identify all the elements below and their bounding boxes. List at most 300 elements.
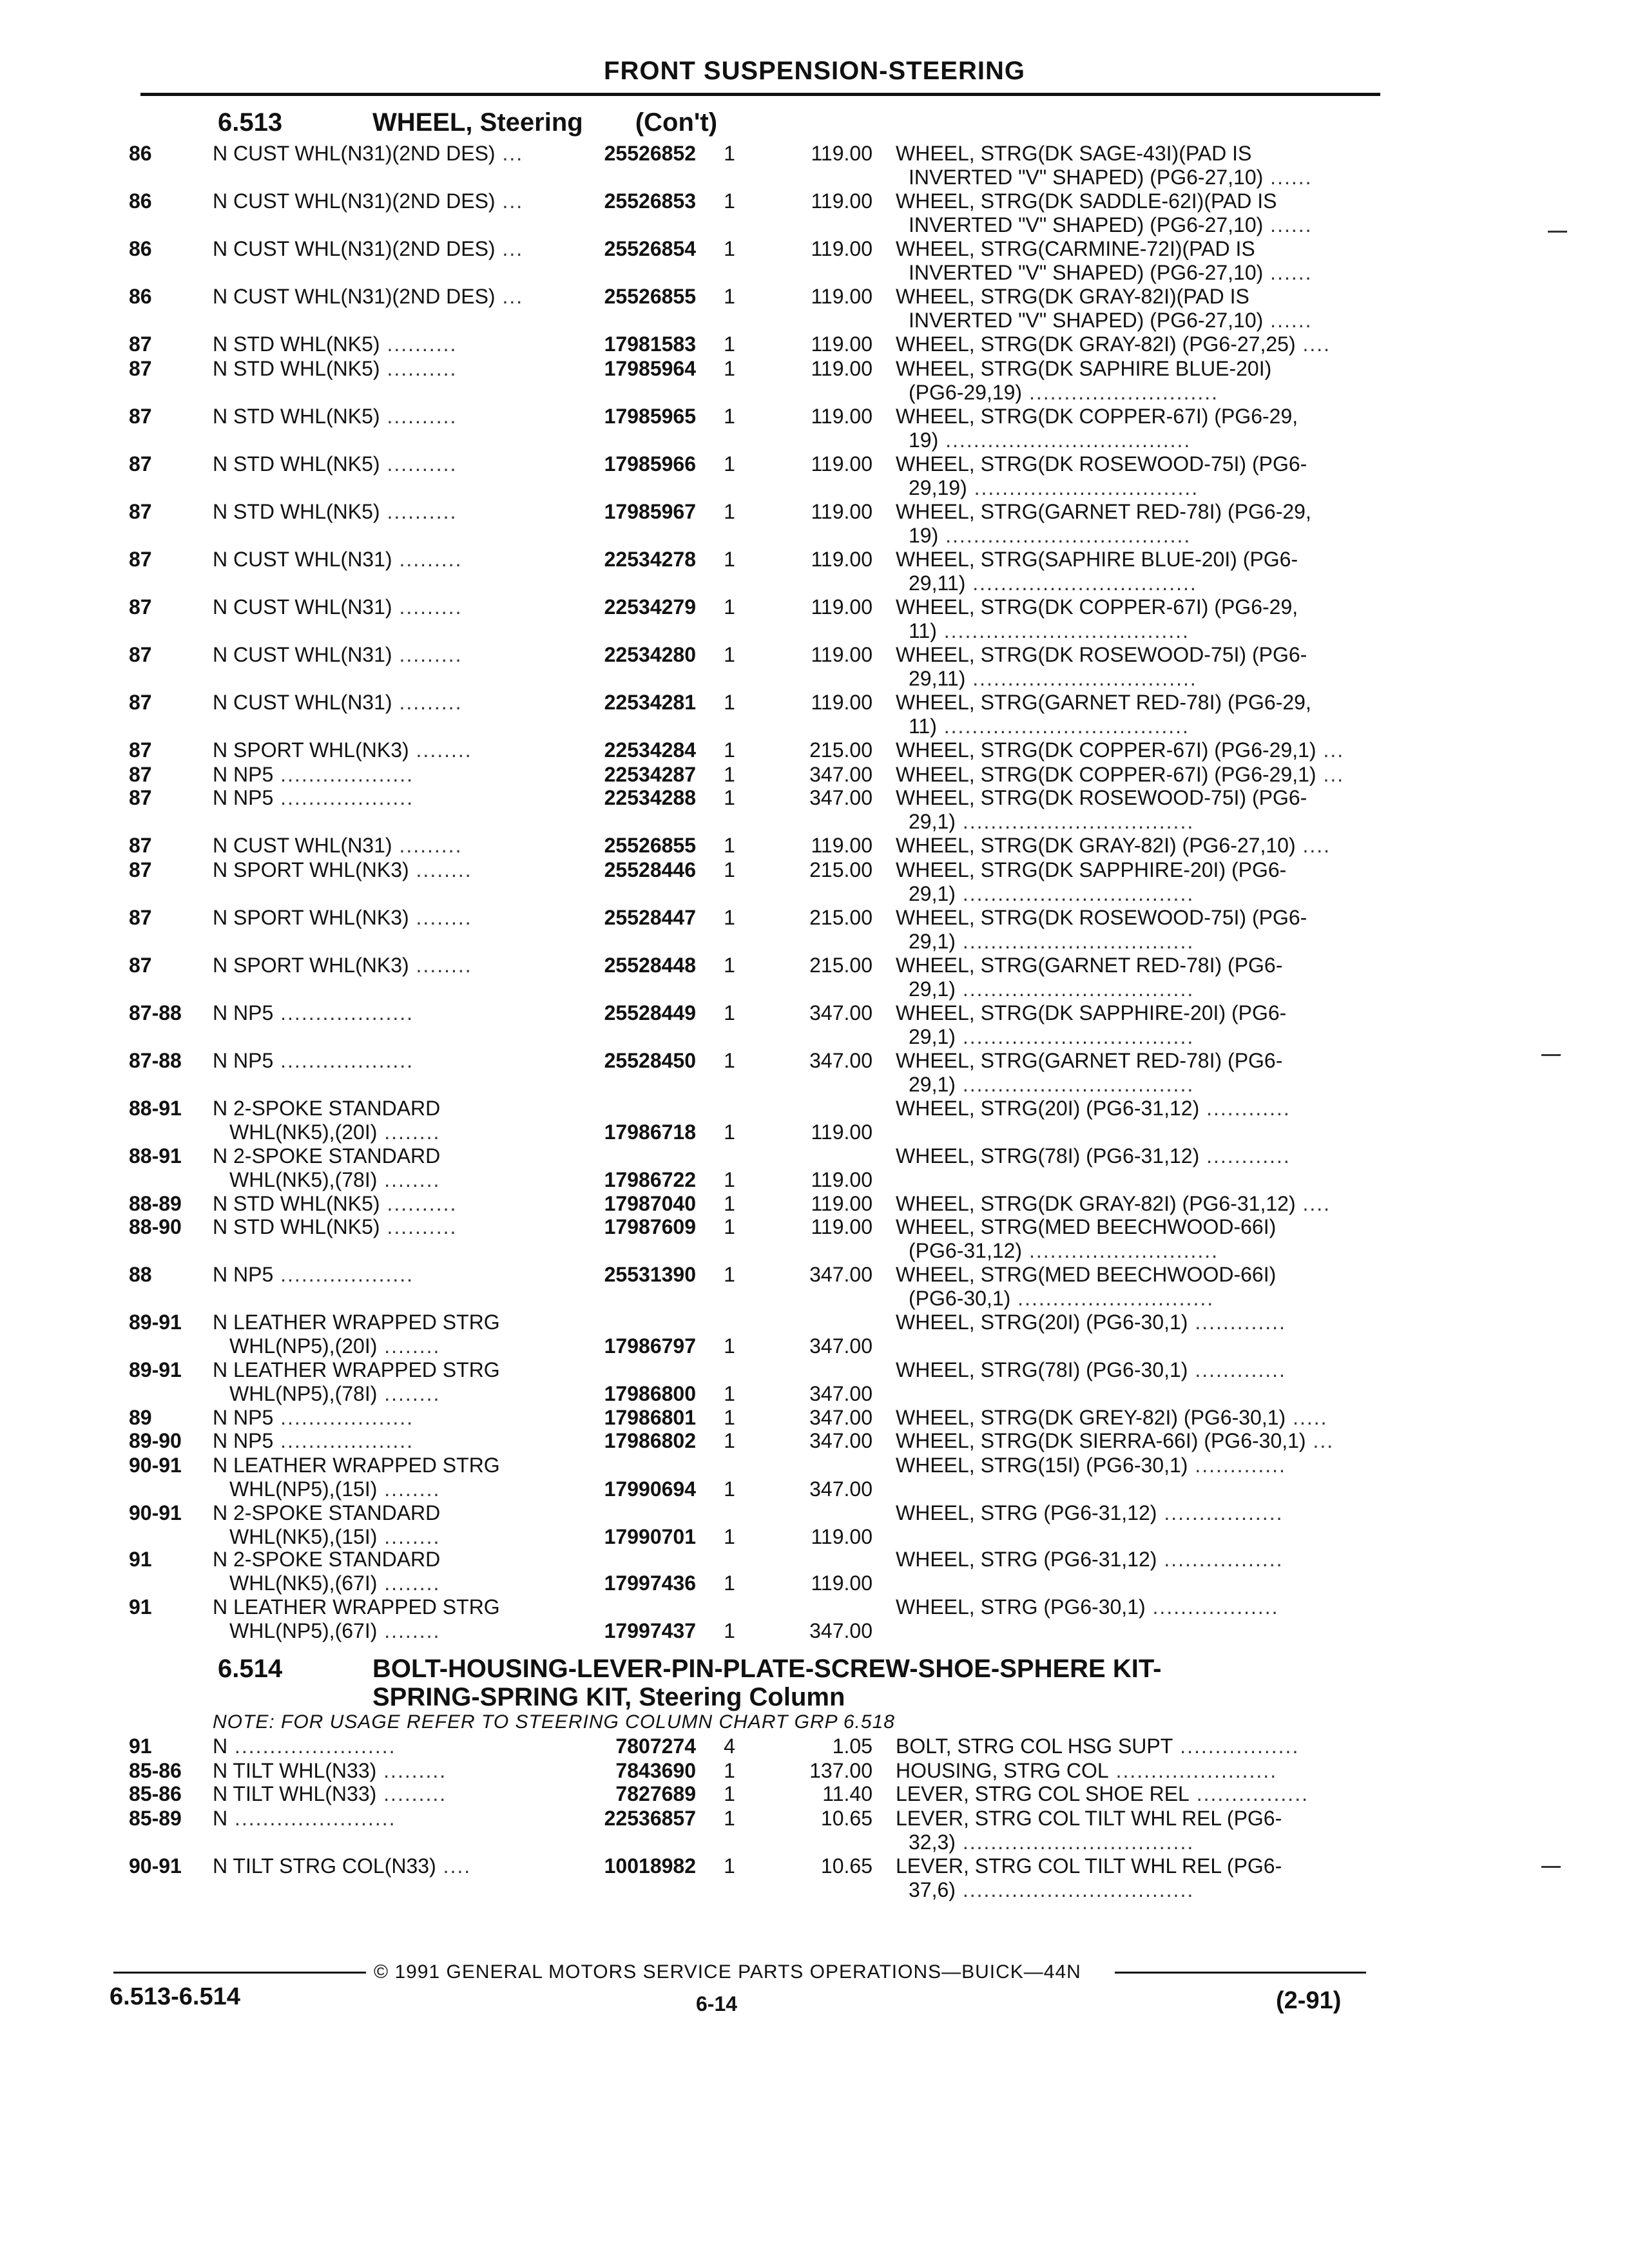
nomenclature-text: LEVER, STRG COL TILT WHL REL (PG6- (896, 1807, 1282, 1830)
description-line1 (213, 1782, 447, 1806)
year-range: 86 (129, 237, 152, 260)
leader-dots: .......... (380, 1215, 458, 1238)
nomenclature-text: WHEEL, STRG(SAPHIRE BLUE-20I) (PG6- (896, 548, 1298, 571)
price: 1.05 (832, 1735, 872, 1758)
part-description (213, 500, 457, 524)
price: 119.00 (811, 834, 872, 857)
nomenclature-line1 (896, 595, 1373, 619)
price: 119.00 (811, 142, 872, 165)
leader-dots: ....................... (227, 1807, 396, 1830)
nomenclature-text: WHEEL, STRG(DK COPPER-67I) (PG6-29, (896, 595, 1298, 619)
usage-note: NOTE: FOR USAGE REFER TO STEERING COLUMN CHART GRP 6.518 (213, 1711, 895, 1733)
nomenclature-text: WHEEL, STRG (PG6-31,12) (896, 1548, 1157, 1571)
nomenclature-line1 (896, 643, 1373, 667)
part-number: 22534279 (604, 595, 696, 619)
leader-dots: ................................. (955, 1831, 1195, 1854)
nomenclature-line1 (896, 1049, 1373, 1073)
quantity: 1 (724, 1406, 735, 1429)
nomenclature-text: 29,11) (909, 572, 966, 595)
price: 347.00 (809, 786, 872, 809)
nomenclature-line2 (896, 1454, 1373, 1477)
leader-dots: ................................. (955, 1073, 1195, 1096)
nomenclature-line1 (896, 357, 1373, 381)
leader-dots: ......... (392, 643, 463, 666)
description-line1 (213, 1263, 414, 1287)
part-description (213, 1311, 500, 1358)
description-text: N CUST WHL(N31) (213, 834, 392, 857)
year-range: 86 (129, 189, 152, 213)
price: 119.00 (811, 237, 872, 260)
footer-rule-left (113, 1972, 366, 1974)
price: 347.00 (809, 1382, 872, 1405)
nomenclature-line1 (896, 1807, 1373, 1831)
nomenclature-line1 (896, 405, 1373, 428)
part-description (213, 691, 462, 715)
nomenclature-text: WHEEL, STRG(DK ROSEWOOD-75I) (PG6- (896, 786, 1307, 809)
nomenclature-line2 (909, 619, 1373, 643)
quantity: 1 (724, 1525, 735, 1548)
table-row (0, 1854, 1629, 1902)
leader-dots: ...... (1263, 309, 1313, 332)
leader-dots: ................... (273, 786, 414, 809)
footer-rule-right (1115, 1972, 1366, 1974)
leader-dots: ................................. (955, 977, 1195, 1001)
nomenclature-text: 29,1) (909, 977, 956, 1001)
nomenclature-line2 (896, 1097, 1373, 1120)
nomenclature-line2 (909, 1878, 1373, 1902)
part-description (213, 643, 462, 667)
leader-dots: ................... (273, 1001, 414, 1024)
quantity: 1 (724, 1168, 735, 1191)
part-description (213, 1759, 447, 1783)
description-text: N NP5 (213, 1001, 274, 1024)
nomenclature (896, 1263, 1373, 1311)
table-row (0, 357, 1629, 405)
leader-dots: ..... (1286, 1406, 1328, 1429)
price: 119.00 (811, 548, 872, 571)
nomenclature (896, 1429, 1373, 1453)
table-row (0, 285, 1629, 332)
nomenclature (896, 1454, 1373, 1477)
description-text: N STD WHL(NK5) (213, 500, 380, 523)
quantity: 1 (724, 1120, 735, 1144)
leader-dots: ...... (1263, 213, 1313, 236)
leader-dots: ........ (377, 1168, 441, 1191)
quantity: 1 (724, 189, 735, 213)
nomenclature (896, 738, 1373, 762)
description-text: N CUST WHL(N31)(2ND DES) (213, 142, 496, 165)
part-description (213, 405, 457, 428)
year-range: 88-89 (129, 1192, 182, 1215)
part-number: 17990694 (604, 1477, 696, 1501)
nomenclature (896, 763, 1373, 787)
price: 119.00 (811, 1192, 872, 1215)
nomenclature-line1 (896, 1735, 1373, 1758)
description-line1 (213, 1595, 500, 1619)
nomenclature-text: BOLT, STRG COL HSG SUPT (896, 1735, 1173, 1758)
part-number: 17986797 (604, 1334, 696, 1358)
price: 215.00 (809, 738, 872, 762)
nomenclature (896, 452, 1373, 500)
description-line1 (213, 142, 523, 166)
nomenclature-text: WHEEL, STRG(DK SAGE-43I)(PAD IS (896, 142, 1252, 165)
year-range: 89 (129, 1406, 152, 1429)
part-description (213, 1782, 447, 1806)
section-title-line1: BOLT-HOUSING-LEVER-PIN-PLATE-SCREW-SHOE-SPHERE KIT- (372, 1655, 1162, 1683)
nomenclature-text: WHEEL, STRG(GARNET RED-78I) (PG6- (896, 1049, 1283, 1072)
table-row (0, 1454, 1629, 1501)
nomenclature-line1 (896, 954, 1373, 977)
nomenclature-text: WHEEL, STRG(DK SADDLE-62I)(PAD IS (896, 189, 1277, 213)
nomenclature (896, 357, 1373, 405)
table-row (0, 1144, 1629, 1192)
nomenclature (896, 1144, 1373, 1168)
nomenclature-text: WHEEL, STRG(DK GREY-82I) (PG6-30,1) (896, 1406, 1286, 1429)
leader-dots: ........ (377, 1477, 441, 1501)
leader-dots: ............................ (1010, 1287, 1215, 1310)
year-range: 89-91 (129, 1358, 182, 1381)
nomenclature-text: WHEEL, STRG(DK SAPPHIRE-20I) (PG6- (896, 1001, 1287, 1024)
nomenclature-text: WHEEL, STRG(DK SIERRA-66I) (PG6-30,1) (896, 1429, 1306, 1452)
part-description (213, 1097, 440, 1144)
description-line1 (213, 405, 457, 428)
description-line1 (213, 763, 414, 787)
price: 119.00 (811, 1168, 872, 1191)
nomenclature (896, 332, 1373, 356)
description-line2 (229, 1334, 500, 1358)
leader-dots: ................................... (936, 619, 1190, 642)
nomenclature-line1 (896, 1215, 1373, 1239)
quantity: 1 (724, 142, 735, 165)
description-line1 (213, 189, 523, 213)
margin-mark (1548, 231, 1567, 233)
nomenclature-line1 (896, 906, 1373, 930)
description-text: N LEATHER WRAPPED STRG (213, 1311, 500, 1334)
description-text: N NP5 (213, 1406, 274, 1429)
nomenclature-text: WHEEL, STRG(DK SAPHIRE BLUE-20I) (896, 357, 1272, 380)
quantity: 1 (724, 1334, 735, 1358)
nomenclature-text: 29,19) (909, 476, 967, 499)
description-text: N 2-SPOKE STANDARD (213, 1144, 441, 1168)
quantity: 1 (724, 1382, 735, 1405)
price: 10.65 (820, 1807, 872, 1830)
table-row (0, 858, 1629, 906)
header-rule (140, 93, 1380, 96)
leader-dots: .......... (380, 405, 458, 428)
leader-dots: ...... (1263, 166, 1313, 189)
description-line2 (229, 1571, 440, 1595)
part-description (213, 237, 523, 261)
leader-dots: ........................... (1022, 381, 1219, 404)
nomenclature-text: LEVER, STRG COL TILT WHL REL (PG6- (896, 1854, 1282, 1878)
description-text: WHL(NP5),(67I) (229, 1619, 378, 1642)
quantity: 1 (724, 500, 735, 523)
nomenclature-text: WHEEL, STRG(20I) (PG6-30,1) (896, 1311, 1188, 1334)
part-description (213, 1807, 396, 1831)
price: 347.00 (809, 1477, 872, 1501)
nomenclature-text: WHEEL, STRG(DK COPPER-67I) (PG6-29,1) (896, 738, 1316, 762)
leader-dots: ........ (409, 738, 472, 762)
part-description (213, 1144, 440, 1192)
year-range: 85-89 (129, 1807, 182, 1830)
part-number: 17987609 (604, 1215, 696, 1238)
price: 119.00 (811, 189, 872, 213)
description-line1 (213, 1049, 414, 1073)
part-number: 7807274 (615, 1735, 696, 1758)
quantity: 1 (724, 1049, 735, 1072)
quantity: 1 (724, 1192, 735, 1215)
year-range: 87 (129, 500, 152, 523)
description-text: N NP5 (213, 786, 274, 809)
description-line1 (213, 1454, 500, 1477)
part-description (213, 1501, 440, 1549)
quantity: 1 (724, 548, 735, 571)
nomenclature-text: WHEEL, STRG(78I) (PG6-31,12) (896, 1144, 1200, 1168)
leader-dots: .... (1295, 332, 1331, 356)
description-line1 (213, 738, 472, 762)
nomenclature-line2 (896, 1501, 1373, 1525)
leader-dots: ......... (392, 548, 463, 571)
leader-dots: ................................ (965, 667, 1197, 690)
nomenclature-text: WHEEL, STRG(GARNET RED-78I) (PG6-29, (896, 691, 1311, 714)
part-number: 17986802 (604, 1429, 696, 1452)
leader-dots: ................. (1157, 1548, 1284, 1571)
description-text: N (213, 1807, 228, 1830)
nomenclature (896, 1735, 1373, 1758)
leader-dots: ................................... (938, 428, 1191, 452)
year-range: 87-88 (129, 1049, 182, 1072)
quantity: 1 (724, 595, 735, 619)
description-text: N STD WHL(NK5) (213, 452, 380, 476)
leader-dots: ........ (377, 1334, 441, 1358)
quantity: 1 (724, 1807, 735, 1830)
description-text: N CUST WHL(N31) (213, 643, 392, 666)
nomenclature-text: WHEEL, STRG(DK SAPPHIRE-20I) (PG6- (896, 858, 1287, 881)
table-row (0, 1001, 1629, 1049)
nomenclature (896, 1406, 1373, 1430)
part-number: 25528448 (604, 954, 696, 977)
description-text: N TILT STRG COL(N33) (213, 1854, 436, 1878)
part-description (213, 1049, 414, 1073)
part-number: 17985964 (604, 357, 696, 380)
part-number: 17997436 (604, 1571, 696, 1595)
part-description (213, 1215, 457, 1239)
nomenclature-text: WHEEL, STRG (PG6-31,12) (896, 1501, 1157, 1524)
year-range: 85-86 (129, 1782, 182, 1805)
description-text: N CUST WHL(N31) (213, 548, 392, 571)
table-row (0, 1097, 1629, 1144)
part-number: 17986800 (604, 1382, 696, 1405)
nomenclature (896, 1807, 1373, 1854)
nomenclature-text: 29,11) (909, 667, 966, 690)
description-line2 (229, 1120, 440, 1144)
description-line1 (213, 1311, 500, 1334)
quantity: 1 (724, 237, 735, 260)
price: 215.00 (809, 906, 872, 929)
quantity: 1 (724, 834, 735, 857)
nomenclature-text: 32,3) (909, 1831, 956, 1854)
part-description (213, 332, 457, 356)
nomenclature (896, 1192, 1373, 1216)
nomenclature-text: WHEEL, STRG(GARNET RED-78I) (PG6-29, (896, 500, 1311, 523)
year-range: 87 (129, 763, 152, 786)
description-text: N CUST WHL(N31) (213, 595, 392, 619)
nomenclature-line2 (896, 1548, 1373, 1571)
nomenclature-line1 (896, 763, 1373, 787)
price: 215.00 (809, 954, 872, 977)
price: 347.00 (809, 1001, 872, 1024)
leader-dots: ....................... (1108, 1759, 1278, 1782)
part-number: 25528446 (604, 858, 696, 881)
nomenclature (896, 1097, 1373, 1120)
nomenclature-line1 (896, 834, 1373, 858)
description-line1 (213, 1097, 440, 1120)
description-text: N CUST WHL(N31)(2ND DES) (213, 285, 496, 308)
description-text: N STD WHL(NK5) (213, 357, 380, 380)
nomenclature-text: 11) (909, 619, 937, 642)
year-range: 91 (129, 1735, 152, 1758)
nomenclature-text: WHEEL, STRG(CARMINE-72I)(PAD IS (896, 237, 1255, 260)
leader-dots: ........ (377, 1120, 441, 1144)
description-line2 (229, 1382, 500, 1406)
nomenclature (896, 643, 1373, 691)
price: 119.00 (811, 357, 872, 380)
part-number: 7843690 (615, 1759, 696, 1782)
year-range: 91 (129, 1595, 152, 1619)
nomenclature (896, 906, 1373, 954)
nomenclature-text: INVERTED "V" SHAPED) (PG6-27,10) (909, 309, 1264, 332)
table-row (0, 595, 1629, 643)
price: 347.00 (809, 1406, 872, 1429)
margin-mark (1541, 1054, 1561, 1056)
nomenclature-line2 (909, 572, 1373, 595)
part-description (213, 1192, 457, 1216)
nomenclature-text: (PG6-29,19) (909, 381, 1023, 404)
part-number: 17985967 (604, 500, 696, 523)
quantity: 1 (724, 285, 735, 308)
nomenclature-line2 (909, 667, 1373, 691)
nomenclature-line1 (896, 1406, 1373, 1430)
table-row (0, 548, 1629, 595)
nomenclature (896, 834, 1373, 858)
description-line1 (213, 500, 457, 524)
description-line1 (213, 452, 457, 476)
description-line1 (213, 332, 457, 356)
nomenclature-line1 (896, 500, 1373, 524)
nomenclature-text: LEVER, STRG COL SHOE REL (896, 1782, 1190, 1805)
nomenclature-text: WHEEL, STRG(DK GRAY-82I) (PG6-27,25) (896, 332, 1296, 356)
nomenclature-line2 (909, 1287, 1373, 1311)
part-description (213, 285, 523, 309)
leader-dots: ................................. (955, 1878, 1195, 1901)
description-text: N LEATHER WRAPPED STRG (213, 1595, 500, 1619)
part-number: 22534287 (604, 763, 696, 786)
part-description (213, 189, 523, 213)
nomenclature-text: 29,1) (909, 930, 956, 953)
footer-copyright: © 1991 GENERAL MOTORS SERVICE PARTS OPERATIONS—BUICK—44N (374, 1961, 1081, 1983)
nomenclature-line2 (909, 977, 1373, 1001)
description-text: N TILT WHL(N33) (213, 1759, 377, 1782)
year-range: 88-91 (129, 1097, 182, 1120)
nomenclature-line1 (896, 738, 1373, 762)
part-number: 22534280 (604, 643, 696, 666)
nomenclature-text: 19) (909, 524, 939, 547)
description-text: N NP5 (213, 1263, 274, 1286)
description-text: N STD WHL(NK5) (213, 1192, 380, 1215)
description-line2 (229, 1619, 500, 1643)
part-number: 10018982 (604, 1854, 696, 1878)
description-text: N 2-SPOKE STANDARD (213, 1501, 441, 1524)
year-range: 90-91 (129, 1501, 182, 1524)
year-range: 87 (129, 858, 152, 881)
nomenclature-line2 (909, 166, 1373, 189)
part-number: 25526852 (604, 142, 696, 165)
part-description (213, 357, 457, 381)
price: 347.00 (809, 1263, 872, 1286)
nomenclature-line2 (909, 810, 1373, 834)
quantity: 1 (724, 405, 735, 428)
year-range: 87 (129, 738, 152, 762)
table-row (0, 237, 1629, 285)
nomenclature (896, 1001, 1373, 1049)
part-description (213, 1454, 500, 1501)
quantity: 1 (724, 954, 735, 977)
part-number: 17981583 (604, 332, 696, 356)
description-text: WHL(NP5),(78I) (229, 1382, 378, 1405)
nomenclature-line2 (909, 524, 1373, 548)
nomenclature (896, 1049, 1373, 1097)
nomenclature-text: WHEEL, STRG(MED BEECHWOOD-66I) (896, 1215, 1277, 1238)
description-line1 (213, 786, 414, 810)
nomenclature-text: 37,6) (909, 1878, 956, 1901)
leader-dots: ......... (392, 691, 463, 714)
leader-dots: .................. (1145, 1595, 1279, 1619)
description-line1 (213, 285, 523, 309)
price: 119.00 (811, 1120, 872, 1144)
part-description (213, 1854, 471, 1878)
price: 137.00 (809, 1759, 872, 1782)
description-line1 (213, 954, 472, 977)
part-description (213, 1358, 500, 1406)
description-text: N SPORT WHL(NK3) (213, 906, 409, 929)
nomenclature-text: WHEEL, STRG(MED BEECHWOOD-66I) (896, 1263, 1277, 1286)
nomenclature-line1 (896, 452, 1373, 476)
year-range: 87 (129, 332, 152, 356)
part-number: 22534278 (604, 548, 696, 571)
table-row (0, 1358, 1629, 1406)
description-text: N NP5 (213, 763, 274, 786)
leader-dots: .... (1295, 834, 1331, 857)
description-text: WHL(NK5),(20I) (229, 1120, 378, 1144)
leader-dots: ........ (409, 906, 472, 929)
nomenclature-line2 (909, 1025, 1373, 1049)
leader-dots: ... (1316, 763, 1345, 786)
table-row (0, 1548, 1629, 1595)
nomenclature-line2 (896, 1144, 1373, 1168)
nomenclature (896, 285, 1373, 332)
nomenclature-text: 29,1) (909, 1025, 956, 1048)
nomenclature-text: HOUSING, STRG COL (896, 1759, 1109, 1782)
part-number: 17986718 (604, 1120, 696, 1144)
description-line1 (213, 1735, 396, 1758)
quantity: 1 (724, 691, 735, 714)
price: 119.00 (811, 500, 872, 523)
year-range: 87 (129, 691, 152, 714)
part-number: 25528449 (604, 1001, 696, 1024)
price: 119.00 (811, 452, 872, 476)
nomenclature (896, 858, 1373, 906)
nomenclature (896, 691, 1373, 738)
